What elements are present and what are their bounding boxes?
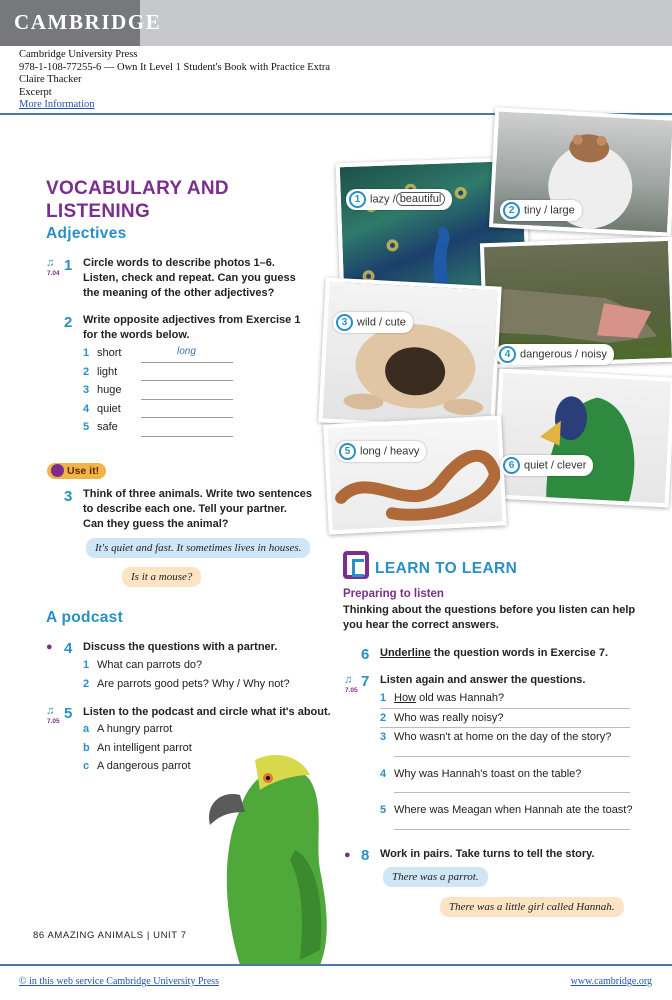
- exercise-7-instructions: Listen again and answer the questions.: [380, 674, 586, 686]
- list-item: 2 Who was really noisy?: [380, 709, 630, 729]
- list-item: 1 short long: [83, 344, 233, 363]
- book-metadata: [19, 49, 330, 112]
- exercise-number: 3: [64, 488, 73, 505]
- list-item: 1 What can parrots do?: [83, 659, 203, 671]
- option-item[interactable]: c A dangerous parrot: [83, 760, 191, 772]
- answer-line[interactable]: [141, 368, 233, 381]
- answer-line[interactable]: [141, 405, 233, 418]
- author: Claire Thacker: [19, 74, 82, 86]
- photo-pug: [318, 277, 501, 431]
- learn-to-learn-title: LEARN TO LEARN: [375, 560, 518, 577]
- learn-to-learn-icon: [343, 551, 369, 579]
- photo-label-3: 3 wild / cute: [333, 312, 413, 333]
- website-link[interactable]: www.cambridge.org: [570, 976, 652, 987]
- publisher: Cambridge University Press: [19, 49, 138, 60]
- option-item[interactable]: a A hungry parrot: [83, 723, 173, 735]
- photo-number: 3: [336, 314, 353, 331]
- speech-bubble: It's quiet and fast. It sometimes lives in houses.: [86, 538, 310, 558]
- photo-label-4: 4 dangerous / noisy: [496, 344, 614, 365]
- photo-parrot-small: [493, 368, 672, 507]
- exercise-6-instructions: Underline the question words in Exercise 7.: [380, 647, 609, 659]
- list-item: 5 safe: [83, 418, 233, 437]
- more-information-link[interactable]: More Information: [19, 99, 95, 111]
- answer-line[interactable]: [141, 346, 233, 363]
- parrot-photo: [200, 750, 350, 965]
- pair-speaking-icon: ●: [344, 849, 351, 861]
- photo-number: 4: [499, 346, 516, 363]
- copyright-link[interactable]: © in this web service Cambridge University Press: [19, 976, 220, 987]
- headphones-icon: ♫: [344, 674, 353, 686]
- speech-bubble: There was a parrot.: [383, 867, 488, 887]
- list-item: 3 Who wasn't at home on the day of the story?: [380, 731, 612, 743]
- list-item: 2 light: [83, 363, 233, 382]
- exercise-5-instructions: Listen to the podcast and circle what it's about.: [83, 706, 331, 718]
- list-item: 1 How old was Hannah?: [380, 689, 630, 709]
- photo-label-5: 5 long / heavy: [336, 441, 426, 462]
- exercise-number: 5: [64, 705, 73, 722]
- speech-icon: [51, 464, 64, 477]
- answer-line[interactable]: [141, 387, 233, 400]
- parrot-head-illustration: [497, 373, 672, 508]
- exercise-4-list: [83, 656, 290, 693]
- list-item: 4 quiet: [83, 400, 233, 419]
- exercise-3-instructions: Think of three animals. Write two sentences to describe each one. Tell your partner. Can they guess the animal?: [83, 488, 313, 530]
- speech-bubble: There was a little girl called Hannah.: [440, 897, 624, 917]
- photo-number: 1: [349, 191, 366, 208]
- exercise-1-instructions: Circle words to describe photos 1–6. Listen, check and repeat. Can you guess the meaning of the other adjectives?: [83, 257, 296, 299]
- photo-label-6: 6 quiet / clever: [500, 455, 593, 476]
- excerpt-label: Excerpt: [19, 86, 52, 98]
- speech-bubble: Is it a mouse?: [122, 567, 201, 587]
- exercise-number: 2: [64, 314, 73, 331]
- headphones-icon: ♫: [46, 705, 55, 717]
- answer-line[interactable]: [141, 424, 233, 437]
- answer-line[interactable]: [394, 747, 630, 757]
- circled-word: beautiful: [396, 192, 446, 206]
- copyright-footer: [19, 976, 219, 987]
- exercise-number: 7: [361, 673, 370, 690]
- website-footer: [571, 976, 652, 987]
- page-title: VOCABULARY AND LISTENING: [46, 178, 229, 222]
- exercise-number: 4: [64, 640, 73, 657]
- list-item: 5 Where was Meagan when Hannah ate the toast?: [380, 804, 633, 816]
- page-number-footer: 86 AMAZING ANIMALS | UNIT 7: [33, 930, 187, 941]
- audio-track: 7.05: [47, 718, 60, 725]
- section-subtitle: Adjectives: [46, 225, 127, 242]
- option-item[interactable]: b An intelligent parrot: [83, 741, 192, 754]
- list-item: 3 huge: [83, 381, 233, 400]
- exercise-8-instructions: Work in pairs. Take turns to tell the story.: [380, 848, 595, 860]
- brand-box: [0, 0, 162, 46]
- list-item: 2 Are parrots good pets? Why / Why not?: [83, 677, 290, 690]
- pair-speaking-icon: ●: [46, 641, 53, 653]
- learn-to-learn-tip: Thinking about the questions before you listen can help you hear the correct answers.: [343, 604, 636, 631]
- cambridge-logo: CAMBRIDGE: [14, 10, 162, 34]
- use-it-badge: Use it!: [47, 463, 106, 479]
- exercise-2-instructions: Write opposite adjectives from Exercise 1 for the words below.: [83, 314, 301, 341]
- headphones-icon: ♫: [46, 257, 55, 269]
- learn-to-learn-subtitle: Preparing to listen: [343, 588, 444, 600]
- exercise-number: 8: [361, 847, 370, 864]
- exercise-4-instructions: Discuss the questions with a partner.: [83, 641, 278, 653]
- isbn-title: 978-1-108-77255-6 — Own It Level 1 Student's Book with Practice Extra: [19, 61, 331, 73]
- pug-illustration: [322, 282, 502, 432]
- handwritten-answer: long: [177, 346, 196, 357]
- exercise-5-options: [83, 720, 192, 776]
- photo-number: 5: [339, 443, 356, 460]
- photo-snake: [323, 415, 507, 534]
- photo-label-2: 2 tiny / large: [500, 200, 582, 221]
- footer-divider: [0, 964, 672, 966]
- brand-bar: [0, 0, 672, 46]
- exercise-number: 6: [361, 646, 370, 663]
- answer-line[interactable]: [394, 783, 630, 793]
- answer-line[interactable]: [394, 820, 630, 830]
- photo-label-1: 1 lazy / beautiful: [346, 189, 452, 210]
- audio-track: 7.05: [345, 687, 358, 694]
- exercise-2-list: [83, 344, 233, 437]
- photo-number: 2: [503, 202, 520, 219]
- list-item: 4 Why was Hannah's toast on the table?: [380, 767, 582, 780]
- exercise-7-list: [380, 689, 635, 830]
- audio-track: 7.04: [47, 270, 60, 277]
- snake-illustration: [327, 419, 506, 534]
- exercise-number: 1: [64, 257, 73, 274]
- photo-number: 6: [503, 457, 520, 474]
- section-heading-podcast: A podcast: [46, 609, 124, 626]
